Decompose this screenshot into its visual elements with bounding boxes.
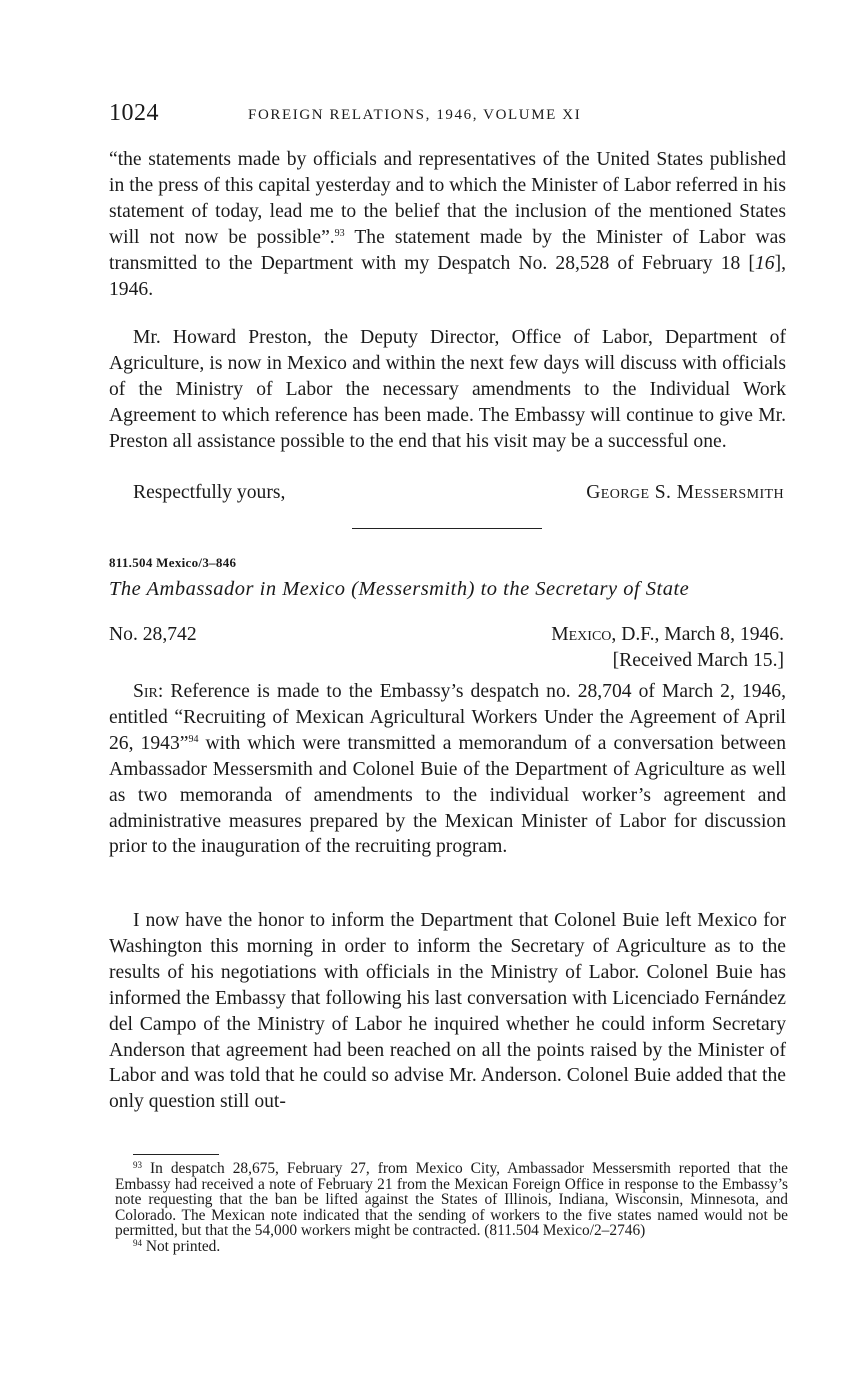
- date: , D.F., March 8, 1946.: [611, 624, 784, 645]
- footnote-text: In despatch 28,675, February 27, from Mexico City, Ambassador Messersmith reported that the Embassy had received a note of February 21 from the Mexican Foreign Office in response to the Embassy’s note requesting that the ban be lifted against the States of Illinois, Indiana, Wisconsin, Minnesota, and Colorado. The Mexican note indicated that the sending of workers to the five states named would not be permitted, but that the 54,000 workers might be contracted. (811.504 Mexico/2–2746): [115, 1160, 788, 1240]
- file-number: 811.504 Mexico/3–846: [109, 555, 237, 570]
- section-divider: [352, 528, 542, 529]
- paragraph-text: “the statements made by officials and representatives of the United States published in the press of this capital yesterday and to which the Minister of Labor referred in his statement of today, lead me to the belief that the inclusion of the mentioned States will not now be possible”.: [109, 149, 786, 248]
- footnote-ref-93: 93: [334, 227, 345, 239]
- paragraph-text: ], 1946.: [109, 252, 786, 300]
- continued-paragraph-2: Mr. Howard Preston, the Deputy Director, Office of Labor, Department of Agriculture, is now in Mexico and within the next few days will discuss with officials of the Ministry of Labor the necessary amendments to the Individual Work Agreement to which reference has been made. The Embassy will continue to give Mr. Preston all assistance possible to the end that his visit may be a successful one.: [109, 327, 786, 452]
- footnote-rule: [133, 1154, 219, 1155]
- continued-paragraph-1: [109, 147, 786, 302]
- page-number: 1024: [109, 100, 159, 126]
- letter-paragraph-1: [109, 679, 786, 860]
- footnote-mark: 93: [133, 1160, 142, 1170]
- closing-block: [133, 480, 786, 506]
- salutation: Sir: [133, 681, 158, 702]
- closing-salutation: Respectfully yours,: [133, 482, 286, 503]
- footnote-93: [115, 1161, 788, 1239]
- bracketed-date-correction: 16: [754, 252, 775, 274]
- footnotes: [115, 1161, 788, 1255]
- paragraph-text: : Reference is made to the Embassy’s despatch no. 28,704 of March 2, 1946, entitled “Recruiting of Mexican Agricultural Workers Under the Agreement of April 26, 1943”: [109, 681, 786, 754]
- footnote-mark: 94: [133, 1237, 142, 1248]
- paragraph-text: with which were transmitted a memorandum of a conversation between Ambassador Messersmith and Colonel Buie of the Department of Agriculture as well as two memoranda of amendments to the individual worker’s agreement and administrative measures prepared by the Mexican Minister of Labor for discussion prior to the inauguration of the recruiting program.: [109, 732, 786, 858]
- signature: George S. Messersmith: [586, 482, 784, 503]
- place-and-date: [551, 624, 784, 646]
- letter-paragraph-2: I now have the honor to inform the Department that Colonel Buie left Mexico for Washington this morning in order to inform the Secretary of Agriculture as to the results of his negotiations with officials in the Ministry of Labor. Colonel Buie has informed the Embassy that following his last conversation with Licenciado Fernández del Campo of the Ministry of Labor he inquired whether he could inform Secretary Anderson that agreement had been reached on all the points raised by the Minister of Labor and was told that he could so advise Mr. Anderson. Colonel Buie added that the only question still out-: [109, 910, 786, 1113]
- footnote-94: [115, 1239, 788, 1255]
- footnote-ref-94: 94: [188, 733, 199, 745]
- despatch-number: No. 28,742: [109, 624, 197, 645]
- document-title: The Ambassador in Mexico (Messersmith) to the Secretary of State: [109, 578, 690, 600]
- running-title: FOREIGN RELATIONS, 1946, VOLUME XI: [248, 107, 582, 123]
- place: Mexico: [551, 624, 612, 645]
- received-date: [Received March 15.]: [612, 650, 784, 671]
- footnote-text: Not printed.: [142, 1237, 221, 1255]
- paragraph-text: The statement made by the Minister of Labor was transmitted to the Department with my Despatch No. 28,528 of February 18 [: [109, 226, 786, 274]
